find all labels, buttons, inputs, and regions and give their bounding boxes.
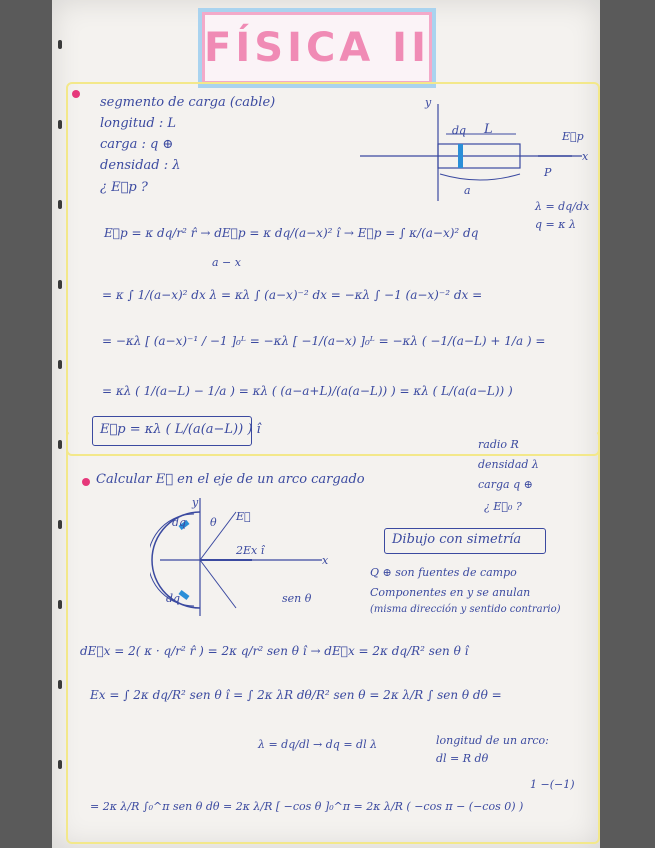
s2-eq3-top: 1 −(−1)	[530, 778, 575, 791]
s2-arc-note: longitud de un arco:	[436, 734, 549, 747]
lambda-def-0: λ = dq/dx	[535, 200, 590, 213]
s2-note-0: Q ⊕ son fuentes de campo	[370, 566, 517, 579]
diag2-E: E⃗	[236, 510, 251, 523]
s2-eq1: dE⃗x = 2( κ · q/r² r̂ ) = 2κ q/r² sen θ î → dE⃗x = 2κ dq/R² sen θ î	[80, 644, 469, 658]
symmetry-note: Dibujo con simetría	[392, 532, 522, 547]
diag1-P: P	[544, 166, 552, 179]
diag1-a: a	[464, 184, 471, 197]
s2-header: Calcular E⃗ en el eje de un arco cargado	[96, 472, 365, 487]
diag2-dq-bot: dq	[166, 592, 181, 605]
diag1-y: y	[425, 96, 432, 109]
s1-eq1-note: a − x	[212, 256, 241, 269]
s2-note-2: (misma dirección y sentido contrario)	[370, 604, 561, 615]
s2-given-3: ¿ E⃗₀ ?	[484, 500, 522, 513]
s2-given-2: carga q ⊕	[478, 478, 533, 491]
diag1-L: L	[484, 122, 493, 137]
s1-header-4: ¿ E⃗p ?	[100, 180, 148, 195]
s1-eq2: = κ ∫ 1/(a−x)² dx λ = κλ ∫ (a−x)⁻² dx = −κλ ∫ −1 (a−x)⁻² dx =	[102, 288, 483, 302]
section2-frame	[66, 430, 600, 844]
s1-header-1: longitud : L	[100, 116, 177, 131]
s1-header-3: densidad : λ	[100, 158, 181, 173]
diag2-y: y	[192, 496, 199, 509]
s1-header-2: carga : q ⊕	[100, 137, 174, 152]
s1-eq4: = κλ ( 1/(a−L) − 1/a ) = κλ ( (a−a+L)/(a(a−L)) ) = κλ ( L/(a(a−L)) )	[102, 384, 513, 398]
s2-eq2: Ex = ∫ 2κ dq/R² sen θ î = ∫ 2κ λR dθ/R² sen θ = 2κ λ/R ∫ sen θ dθ =	[90, 688, 502, 702]
lambda-def-1: q = κ λ	[535, 218, 576, 231]
diag2-sen: sen θ	[282, 592, 312, 605]
diag1-Ep: E⃗p	[562, 130, 584, 143]
page-title: FÍSICA II	[204, 25, 430, 71]
diag1-x: x	[582, 150, 589, 163]
diag2-theta: θ	[210, 516, 217, 529]
diag2-x: x	[322, 554, 329, 567]
section1-bullet	[72, 90, 80, 98]
s2-given-1: densidad λ	[478, 458, 539, 471]
diag1-dq: dq	[452, 124, 467, 137]
s2-eq3: = 2κ λ/R ∫₀^π sen θ dθ = 2κ λ/R [ −cos θ ]₀^π = 2κ λ/R ( −cos π − (−cos 0) )	[90, 800, 524, 813]
section2-bullet	[82, 478, 90, 486]
s2-note-1: Componentes en y se anulan	[370, 586, 531, 599]
spiral-holes	[58, 0, 66, 848]
s2-lambda-rel: λ = dq/dl → dq = dl λ	[258, 738, 378, 751]
diag2-2Ex: 2Ex î	[236, 544, 265, 557]
s1-eq3: = −κλ [ (a−x)⁻¹ / −1 ]₀ᴸ = −κλ [ −1/(a−x) ]₀ᴸ = −κλ ( −1/(a−L) + 1/a ) =	[102, 334, 546, 348]
title-box	[198, 8, 436, 88]
s1-header-0: segmento de carga (cable)	[100, 95, 276, 110]
s2-given-0: radio R	[478, 438, 519, 451]
s1-eq1: E⃗p = κ dq/r² r̂ → dE⃗p = κ dq/(a−x)² î → E⃗p = ∫ κ/(a−x)² dq	[104, 226, 479, 240]
s1-result: E⃗p = κλ ( L/(a(a−L)) ) î	[100, 422, 261, 437]
s2-arc-formula: dl = R dθ	[436, 752, 489, 765]
diag2-dq-top: dq	[172, 516, 187, 529]
segment-diagram	[360, 96, 590, 206]
